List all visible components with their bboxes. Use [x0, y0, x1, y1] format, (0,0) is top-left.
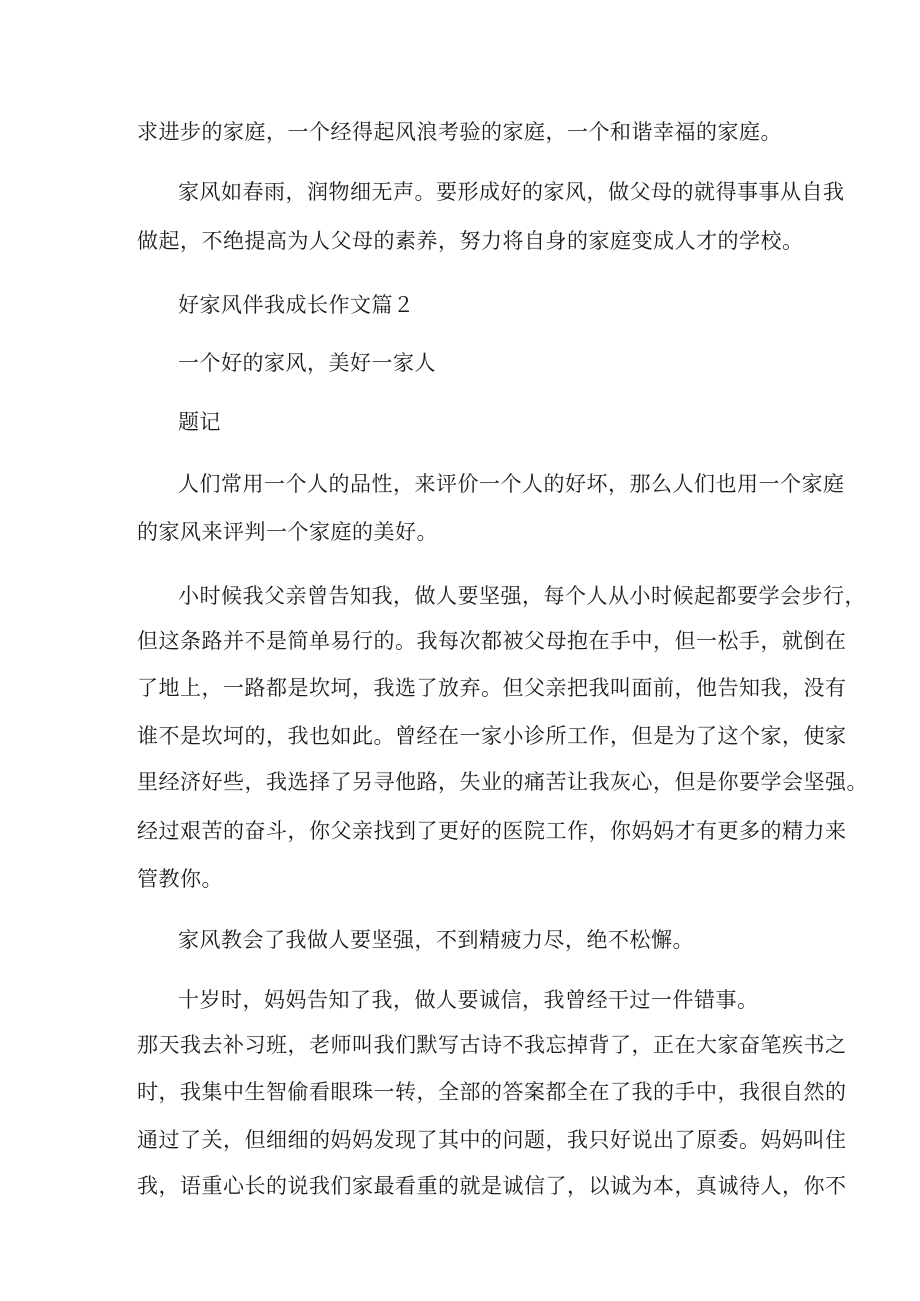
paragraph-line: 的家风来评判一个家庭的美好。: [137, 520, 438, 544]
paragraph-line: 我，语重心长的说我们家最看重的就是诚信了，以诚为本，真诚待人，你不: [137, 1174, 847, 1198]
paragraph-line: 家风如春雨，润物细无声。要形成好的家风，做父母的就得事事从自我: [178, 180, 845, 204]
paragraph-line: 家风教会了我做人要坚强，不到精疲力尽，绝不松懈。: [178, 928, 694, 952]
paragraph-line: 十岁时，妈妈告知了我，做人要诚信，我曾经干过一件错事。: [178, 988, 759, 1012]
paragraph-line: 做起，不绝提高为人父母的素养，努力将自身的家庭变成人才的学校。: [137, 229, 804, 253]
paragraph-line: 小时候我父亲曾告知我，做人要坚强，每个人从小时候起都要学会步行，: [178, 584, 866, 608]
subtitle-line: 一个好的家风，美好一家人: [178, 351, 436, 375]
paragraph-line: 但这条路并不是简单易行的。我每次都被父母抱在手中，但一松手，就倒在: [137, 629, 847, 653]
paragraph-line: 了地上，一路都是坎坷，我选了放弃。但父亲把我叫面前，他告知我，没有: [137, 676, 847, 700]
paragraph-line: 通过了关，但细细的妈妈发现了其中的问题，我只好说出了原委。妈妈叫住: [137, 1128, 847, 1152]
paragraph-line: 那天我去补习班，老师叫我们默写古诗不我忘掉背了，正在大家奋笔疾书之: [137, 1033, 847, 1057]
paragraph-line: 人们常用一个人的品性，来评价一个人的好坏，那么人们也用一个家庭: [178, 472, 845, 496]
paragraph-line: 管教你。: [137, 867, 223, 891]
inscription-label: 题记: [178, 410, 221, 434]
paragraph-line: 时，我集中生智偷看眼珠一转，全部的答案都全在了我的手中，我很自然的: [137, 1080, 847, 1104]
paragraph-line: 经过艰苦的奋斗，你父亲找到了更好的医院工作，你妈妈才有更多的精力来: [137, 819, 847, 843]
section-heading: 好家风伴我成长作文篇２: [178, 293, 415, 317]
paragraph-line: 求进步的家庭，一个经得起风浪考验的家庭，一个和谐幸福的家庭。: [137, 120, 782, 144]
paragraph-line: 里经济好些，我选择了另寻他路，失业的痛苦让我灰心，但是你要学会坚强。: [137, 770, 868, 794]
paragraph-line: 谁不是坎坷的，我也如此。曾经在一家小诊所工作，但是为了这个家，使家: [137, 724, 847, 748]
